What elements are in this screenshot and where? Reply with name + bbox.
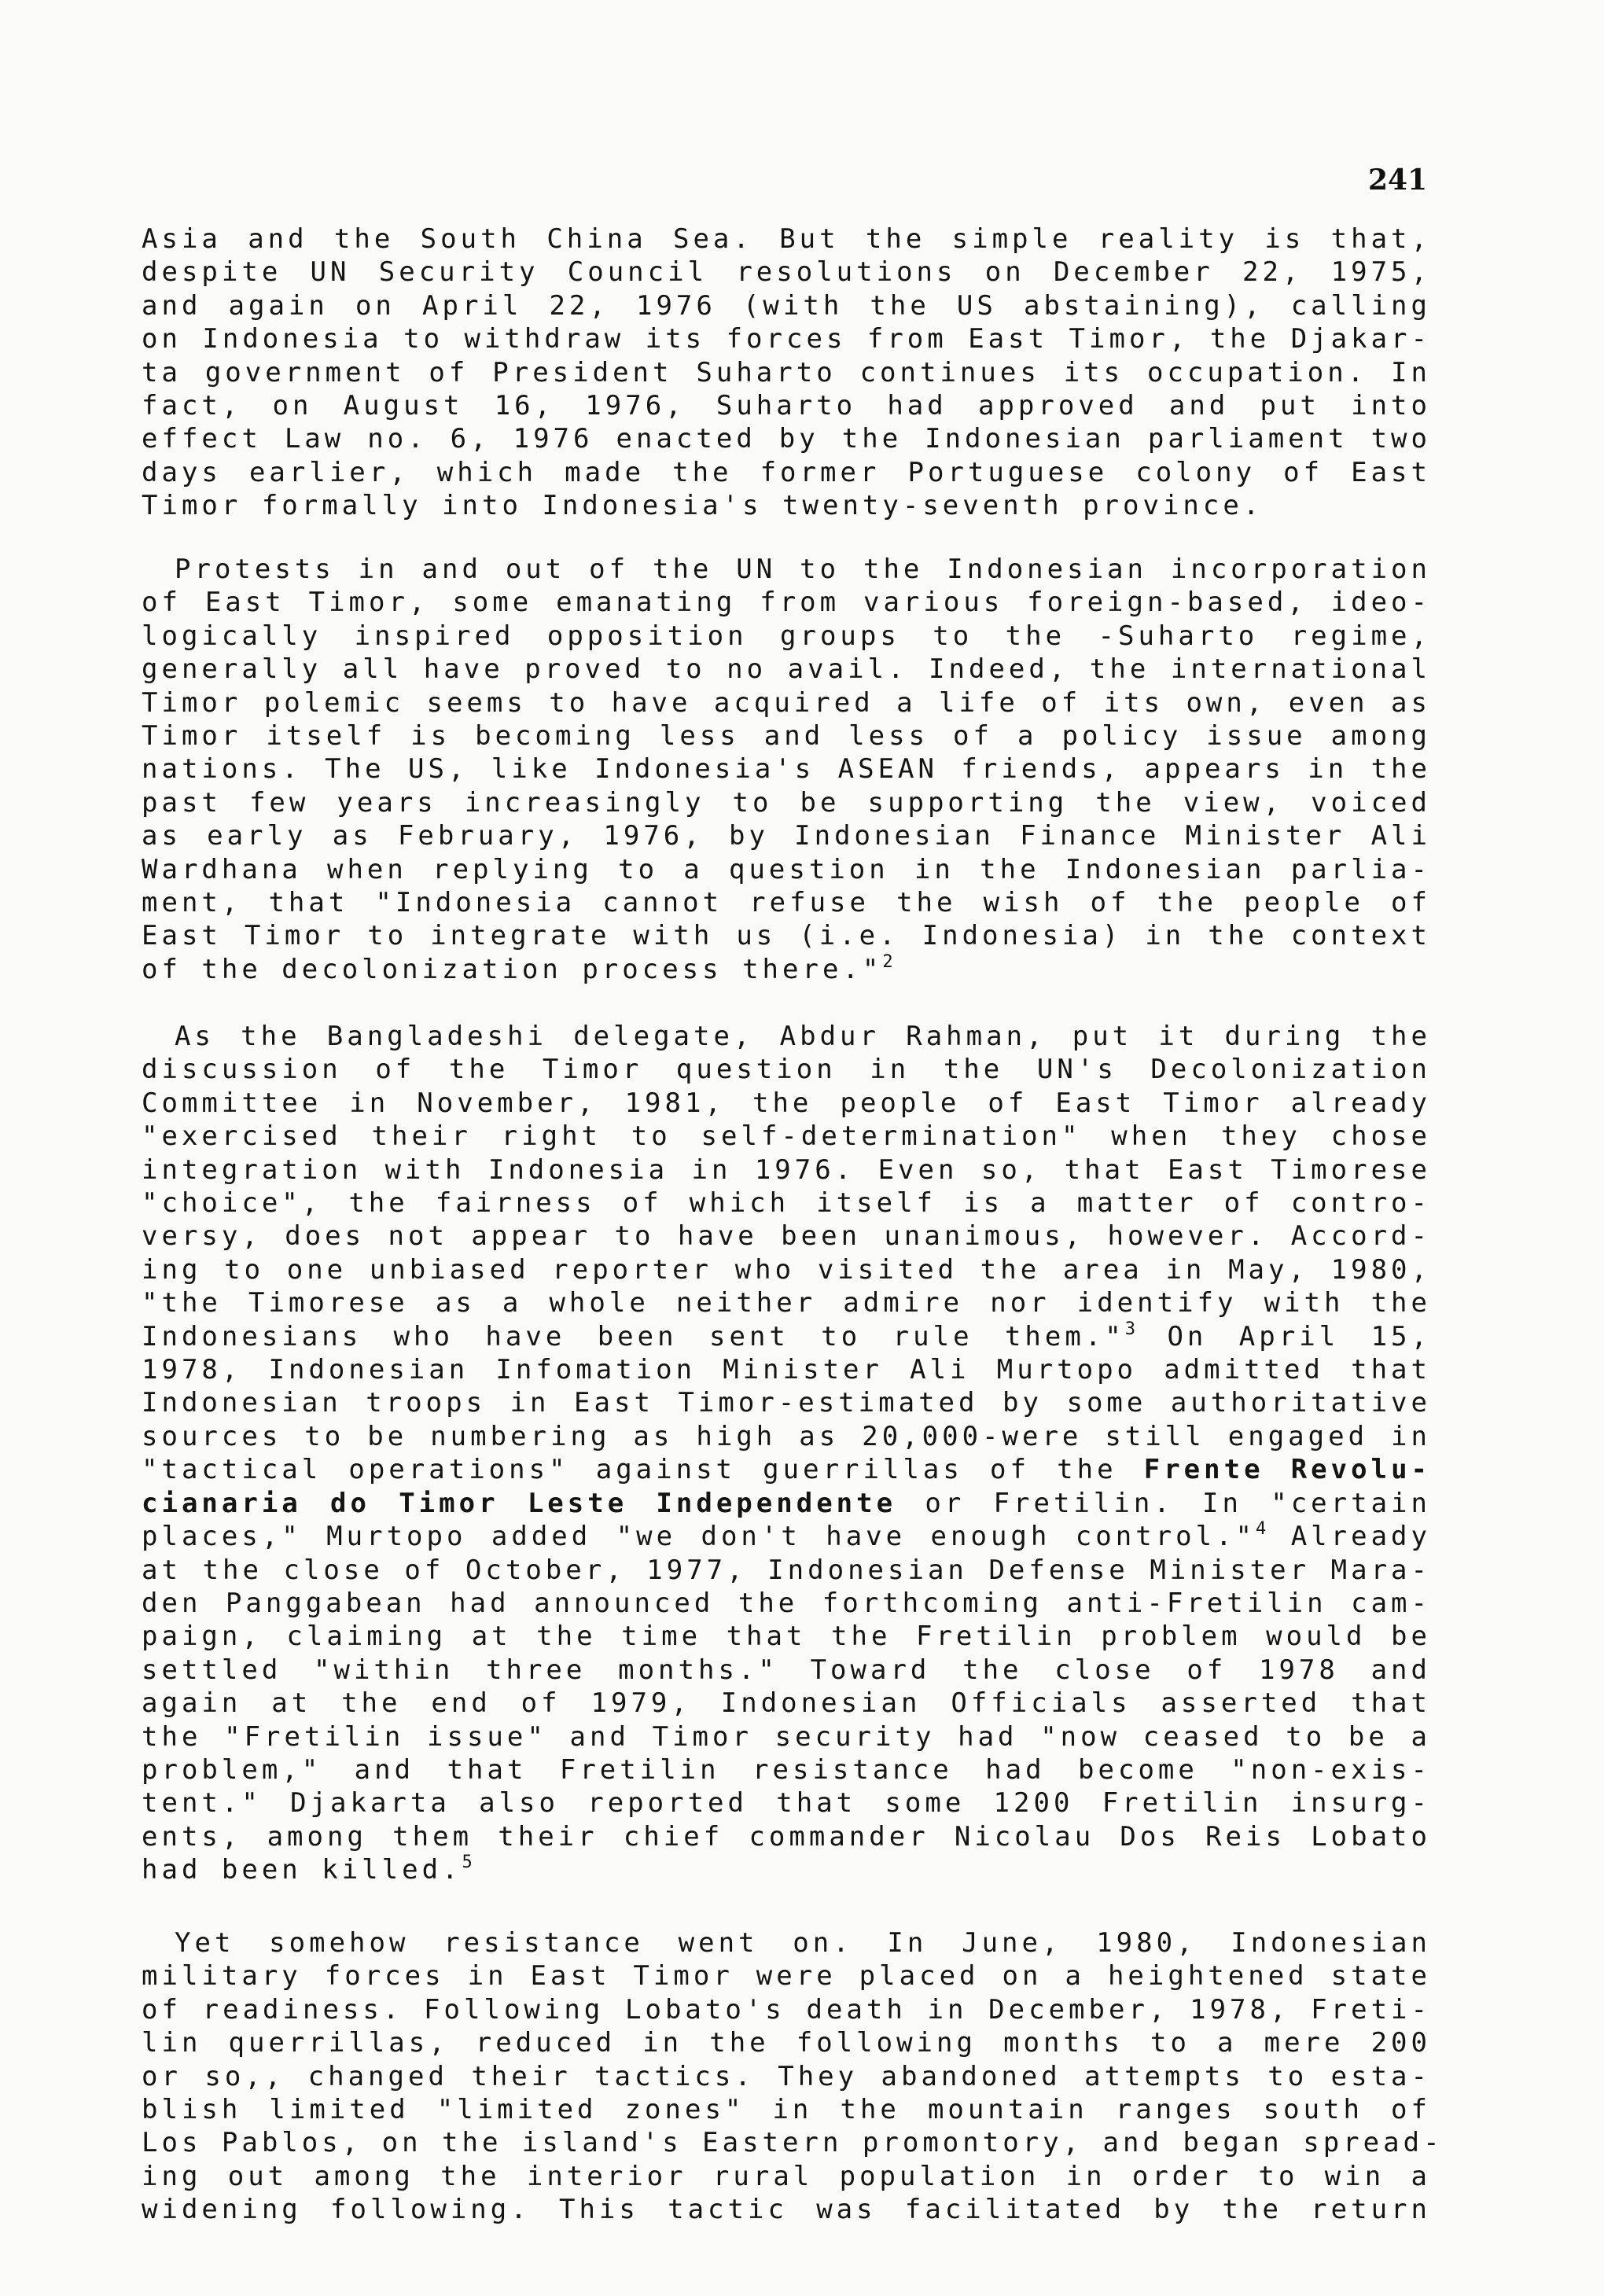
text-line: Yet somehow resistance went on. In June, 1980, Indonesian (175, 1927, 1431, 1959)
text-line: "choice", the fairness of which itself is a matter of contro- (142, 1187, 1431, 1220)
footnote-marker: 3 (1124, 1319, 1136, 1339)
text-line: tent." Djakarta also reported that some 1200 Fretilin insurg- (142, 1787, 1431, 1820)
text-line: despite UN Security Council resolutions on December 22, 1975, (142, 256, 1431, 289)
text-line: paign, claiming at the time that the Fretilin problem would be (142, 1621, 1431, 1653)
text-line: 1978, Indonesian Infomation Minister Ali Murtopo admitted that (142, 1354, 1431, 1386)
text-line (142, 1320, 1431, 1353)
footnote-marker: 4 (1256, 1519, 1267, 1540)
text-line: and again on April 22, 1976 (with the US abstaining), calling (142, 289, 1431, 322)
text-line: As the Bangladeshi delegate, Abdur Rahman, put it during the (175, 1021, 1431, 1052)
text-line: ing out among the interior rural population in order to win a (142, 2160, 1431, 2192)
text-line (142, 1453, 1431, 1486)
text-line: on Indonesia to withdraw its forces from East Timor, the Djakar- (142, 323, 1431, 355)
text-line: at the close of October, 1977, Indonesian Defense Minister Mara- (142, 1554, 1431, 1586)
text-line (142, 953, 1431, 986)
text-line: ents, among them their chief commander Nicolau Dos Reis Lobato (142, 1820, 1431, 1853)
text-line: "the Timorese as a whole neither admire nor identify with the (142, 1287, 1431, 1319)
text-line: Timor formally into Indonesia's twenty-seventh province. (142, 490, 1264, 522)
text-line: as early as February, 1976, by Indonesian Finance Minister Ali (142, 820, 1431, 852)
text-line: effect Law no. 6, 1976 enacted by the Indonesian parliament two (142, 423, 1431, 455)
text-line: lin querrillas, reduced in the following months to a mere 200 (142, 2027, 1431, 2059)
text-line: of readiness. Following Lobato's death in December, 1978, Freti- (142, 1993, 1431, 2026)
text-line: Timor itself is becoming less and less of a policy issue among (142, 720, 1431, 752)
text-line: or so,, changed their tactics. They abandoned attempts to esta- (142, 2060, 1431, 2092)
text-line: ing to one unbiased reporter who visited the area in May, 1980, (142, 1253, 1431, 1286)
text-line (142, 1487, 1431, 1520)
text-line: sources to be numbering as high as 20,000-were still engaged in (142, 1420, 1431, 1452)
paragraph-4 (142, 1926, 1444, 2227)
text-line: blish limited "limited zones" in the mountain ranges south of (142, 2094, 1431, 2126)
text-segment: had been killed. (142, 1854, 462, 1886)
text-line: generally all have proved to no avail. Indeed, the international (142, 653, 1431, 686)
text-line: Asia and the South China Sea. But the simple reality is that, (142, 223, 1431, 255)
text-line: Wardhana when replying to a question in the Indonesian parlia- (142, 853, 1431, 885)
text-line (142, 1520, 1431, 1553)
text-line: problem," and that Fretilin resistance had become "non-exis- (142, 1753, 1431, 1786)
text-line: East Timor to integrate with us (i.e. Indonesia) in the context (142, 920, 1431, 952)
text-line: versy, does not appear to have been unanimous, however. Accord- (142, 1220, 1431, 1253)
text-line: widening following. This tactic was facilitated by the return (142, 2194, 1431, 2226)
text-segment: Indonesians who have been sent to rule them." (142, 1320, 1125, 1352)
page-number: 241 (1368, 164, 1428, 197)
text-line: Committee in November, 1981, the people of East Timor already (142, 1087, 1431, 1119)
footnote-marker: 2 (882, 951, 893, 972)
text-line: military forces in East Timor were placed on a heightened state (142, 1960, 1431, 1992)
text-line: ta government of President Suharto continues its occupation. In (142, 356, 1431, 388)
text-segment: places," Murtopo added "we don't have enough control." (142, 1521, 1256, 1553)
text-segment: "tactical operations" against guerrillas of the (142, 1454, 1117, 1486)
text-segment: On April 15, (1167, 1320, 1431, 1352)
text-line: again at the end of 1979, Indonesian Officials asserted that (142, 1687, 1431, 1720)
text-line: settled "within three months." Toward the close of 1978 and (142, 1654, 1431, 1686)
text-line: Protests in and out of the UN to the Indonesian incorporation (175, 554, 1431, 585)
paragraph-1 (142, 223, 1431, 523)
text-line: logically inspired opposition groups to the -Suharto regime, (142, 620, 1431, 652)
text-line: nations. The US, like Indonesia's ASEAN friends, appears in the (142, 753, 1431, 786)
text-segment: of the decolonization process there." (142, 953, 883, 985)
text-line: "exercised their right to self-determination" when they chose (142, 1120, 1431, 1153)
text-line: Timor polemic seems to have acquired a life of its own, even as (142, 686, 1431, 719)
text-line: past few years increasingly to be supporting the view, voiced (142, 786, 1431, 819)
paragraph-3 (142, 1020, 1431, 1887)
footnote-marker: 5 (462, 1853, 473, 1873)
text-segment: Already (1290, 1521, 1431, 1553)
text-line: den Panggabean had announced the forthcoming anti-Fretilin cam- (142, 1587, 1431, 1619)
bold-text: cianaria do Timor Leste Independente (142, 1487, 897, 1519)
text-line: days earlier, which made the former Portuguese colony of East (142, 456, 1431, 488)
text-line: discussion of the Timor question in the UN's Decolonization (142, 1054, 1431, 1086)
text-line: fact, on August 16, 1976, Suharto had approved and put into (142, 390, 1431, 422)
text-line: integration with Indonesia in 1976. Even so, that East Timorese (142, 1154, 1431, 1186)
text-line: the "Fretilin issue" and Timor security had "now ceased to be a (142, 1720, 1431, 1753)
text-segment: or Fretilin. In "certain (925, 1487, 1431, 1519)
text-line: of East Timor, some emanating from various foreign-based, ideo- (142, 587, 1431, 619)
bold-text: Frente Revolu- (1143, 1454, 1432, 1486)
text-line: ment, that "Indonesia cannot refuse the wish of the people of (142, 887, 1431, 919)
text-line (142, 1853, 1431, 1886)
text-line: Indonesian troops in East Timor-estimated by some authoritative (142, 1387, 1431, 1419)
paragraph-2 (142, 553, 1431, 986)
text-line: Los Pablos, on the island's Eastern promontory, and began spread- (142, 2127, 1444, 2159)
